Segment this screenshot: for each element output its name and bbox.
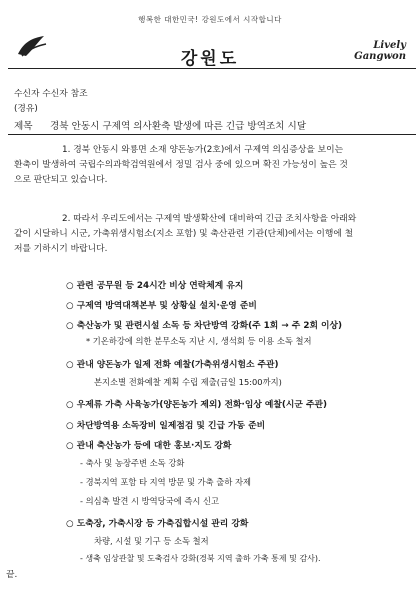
list-item: ○ 구제역 방역대책본부 및 상황실 설치·운영 준비	[66, 301, 257, 311]
p1-line1: 1. 경북 안동시 와룡면 소재 양돈농가(2호)에서 구제역 의심증상을 보이는	[62, 145, 344, 155]
item8-sub: 차량, 시설 및 기구 등 소독 철저	[94, 536, 209, 546]
via: (경유)	[14, 104, 38, 114]
list-item: ○ 관내 축산농가 등에 대한 홍보·지도 강화	[66, 441, 232, 451]
logo-line2: Gangwon	[354, 51, 406, 62]
subject-divider	[8, 134, 416, 135]
item8-sub: - 생축 임상관찰 및 도축검사 강화(경북 지역 출하 가축 통제 및 감사).	[80, 554, 321, 563]
list-item-text: 관내 양돈농가 일제 전화 예찰(가축위생시험소 주관)	[76, 360, 279, 370]
list-item-text: 우제류 가축 사육농가(양돈농가 제외) 전화·임상 예찰(시군 주관)	[76, 400, 327, 410]
p2-line2: 같이 시달하니 시군, 가축위생시험소(지소 포함) 및 축산관련 기관(단체)에서는 이행에 철	[14, 229, 354, 239]
list-item: ○ 축산농가 및 관련시설 소독 등 차단방역 강화(주 1회 → 주 2회 이상)	[66, 321, 343, 331]
p2-line3: 저를 기하시기 바랍니다.	[14, 244, 108, 254]
list-item-text: 도축장, 가축시장 등 가축집합시설 관리 강화	[76, 519, 249, 529]
org-title: 강원도	[180, 49, 240, 69]
item7-sub: - 의심축 발견 시 방역당국에 즉시 신고	[80, 496, 220, 506]
list-item-text: 구제역 방역대책본부 및 상황실 설치·운영 준비	[76, 301, 257, 311]
list-item: ○ 도축장, 가축시장 등 가축집합시설 관리 강화	[66, 519, 249, 529]
list-item: ○ 차단방역용 소독장비 일제점검 및 긴급 가동 준비	[66, 421, 266, 431]
list-item-text: 관내 축산농가 등에 대한 홍보·지도 강화	[76, 441, 232, 451]
recipient: 수신자 수신자 참조	[14, 89, 88, 99]
item7-sub: - 축사 및 농장주변 소독 강화	[80, 458, 185, 468]
document-end-mark: 끝.	[6, 570, 18, 580]
list-item-text: 관련 공무원 등 24시간 비상 연락체계 유지	[76, 281, 244, 291]
header-slogan: 행복한 대한민국! 강원도에서 시작합니다	[138, 15, 282, 24]
logo-line1: Lively	[373, 40, 406, 51]
subject-text: 경북 안동시 구제역 의사환축 발생에 따른 긴급 방역조치 시달	[50, 121, 307, 132]
item7-sub: - 경북지역 포함 타 지역 방문 및 가축 출하 자제	[80, 477, 251, 487]
list-item: ○ 관련 공무원 등 24시간 비상 연락체계 유지	[66, 281, 244, 291]
header-divider	[8, 68, 416, 69]
item4-note: 본지소별 전화예찰 계획 수립 제출(금일 15:00까지)	[94, 377, 282, 387]
list-item: ○ 관내 양돈농가 일제 전화 예찰(가축위생시험소 주관)	[66, 360, 279, 370]
lively-gangwon-logo	[354, 40, 406, 62]
list-item-text: 차단방역용 소독장비 일제점검 및 긴급 가동 준비	[76, 421, 266, 431]
p2-line1: 2. 따라서 우리도에서는 구제역 발생확산에 대비하여 긴급 조치사항을 아래와	[62, 214, 357, 224]
p1-line2: 환축이 발생하여 국립수의과학검역원에서 정밀 검사 중에 있으며 확진 가능성이 높은 것	[14, 160, 348, 170]
list-item-text: 축산농가 및 관련시설 소독 등 차단방역 강화(주 1회 → 주 2회 이상)	[76, 321, 343, 331]
p1-line3: 으로 판단되고 있습니다.	[14, 175, 108, 185]
subject-label: 제목	[14, 121, 33, 132]
list-item: ○ 우제류 가축 사육농가(양돈농가 제외) 전화·임상 예찰(시군 주관)	[66, 400, 327, 410]
item3-note: * 기온하강에 의한 분무소독 지난 시, 생석회 등 이용 소독 철저	[86, 336, 312, 346]
